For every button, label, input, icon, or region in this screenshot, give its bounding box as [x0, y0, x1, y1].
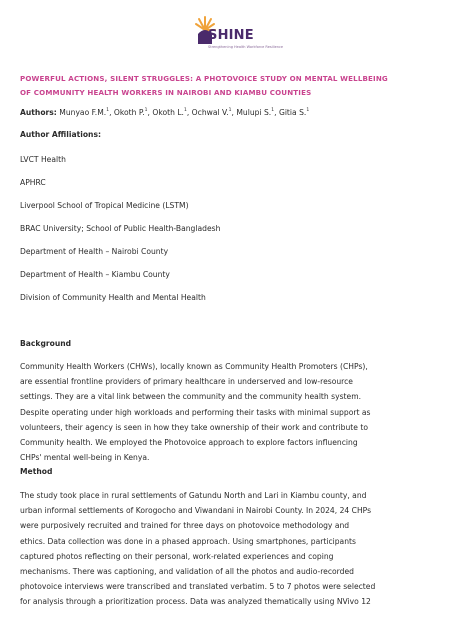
author-affiliation-mark: 1 [306, 108, 310, 113]
text-line: urban informal settlements of Korogocho and Viwandani in Nairobi County. In 2024, 24 CHPs [20, 506, 372, 516]
text-line: for analysis through a prioritization process. Data was analyzed thematically using NVivo 12 [20, 597, 371, 607]
author: Okoth P. [113, 108, 145, 117]
background-paragraph [20, 359, 432, 465]
authors-label: Authors: [20, 108, 57, 117]
author-affiliation-mark: 1 [144, 108, 148, 113]
logo-wordmark: SHINE [208, 28, 254, 43]
affiliation-item: LVCT Health [20, 155, 66, 164]
text-line: volunteers, their agency is seen in how they take ownership of their work and contribute to [20, 422, 368, 432]
author-affiliation-mark: 1 [183, 108, 187, 113]
author: Okoth L. [152, 108, 184, 117]
affiliation-item: APHRC [20, 178, 46, 187]
author: Ochwal V. [191, 108, 229, 117]
author: Mulupi S. [236, 108, 272, 117]
affiliation-item: Department of Health – Kiambu County [20, 270, 170, 279]
authors-line: Authors: Munyao F.M.$^1$, Okoth P.$^1$, Okoth L.$^1$, Ochwal V.$^1$, Mulupi S.$^1$, Gitia S.$^1$ [20, 108, 310, 117]
text-line: are essential frontline providers of primary healthcare in underserved and low-resource [20, 377, 353, 387]
text-line: Despite operating under high workloads and performing their tasks with minimal support as [20, 407, 371, 417]
text-line: settings. They are a vital link between the community and the community health system. [20, 392, 361, 402]
document-title [20, 72, 440, 100]
text-line: Community Health Workers (CHWs), locally known as Community Health Promoters (CHPs), [20, 362, 368, 371]
shine-logo [194, 14, 284, 58]
affiliations-heading: Author Affiliations: [20, 130, 102, 139]
affiliation-item: Department of Health – Nairobi County [20, 247, 169, 256]
method-paragraph [20, 488, 432, 610]
affiliation-item: Division of Community Health and Mental Health [20, 293, 206, 302]
author: Gitia S. [278, 108, 307, 117]
author-affiliation-mark: 1 [271, 108, 275, 113]
text-line: ethics. Data collection was done in a phased approach. Using smartphones, participants [20, 536, 356, 546]
affiliation-item: Liverpool School of Tropical Medicine (LSTM) [20, 201, 189, 210]
title-line: OF COMMUNITY HEALTH WORKERS IN NAIROBI AND KIAMBU COUNTIES [20, 88, 312, 97]
logo-tagline: Strengthening Health Workforce Resilience [208, 45, 284, 49]
method-heading: Method [20, 467, 53, 476]
text-line: photovoice interviews were transcribed and translated verbatim. 5 to 7 photos were selected [20, 582, 376, 592]
text-line: Community health. We employed the Photovoice approach to explore factors influencing [20, 438, 358, 448]
text-line: The study took place in rural settlements of Gatundu North and Lari in Kiambu county, and [20, 491, 367, 500]
author: Munyao F.M. [59, 108, 107, 117]
text-line: captured photos reflecting on their personal, work-related experiences and coping [20, 551, 334, 561]
author-affiliation-mark: 1 [106, 108, 110, 113]
title-line: POWERFUL ACTIONS, SILENT STRUGGLES: A PHOTOVOICE STUDY ON MENTAL WELLBEING [20, 74, 388, 83]
background-heading: Background [20, 339, 72, 348]
text-line: mechanisms. There was captioning, and validation of all the photos and audio-recorded [20, 567, 354, 577]
text-line: CHPs' mental well-being in Kenya. [20, 453, 150, 463]
text-line: were purposively recruited and trained for three days on photovoice methodology and [20, 521, 350, 531]
author-affiliation-mark: 1 [228, 108, 232, 113]
affiliation-item: BRAC University; School of Public Health-Bangladesh [20, 224, 221, 233]
